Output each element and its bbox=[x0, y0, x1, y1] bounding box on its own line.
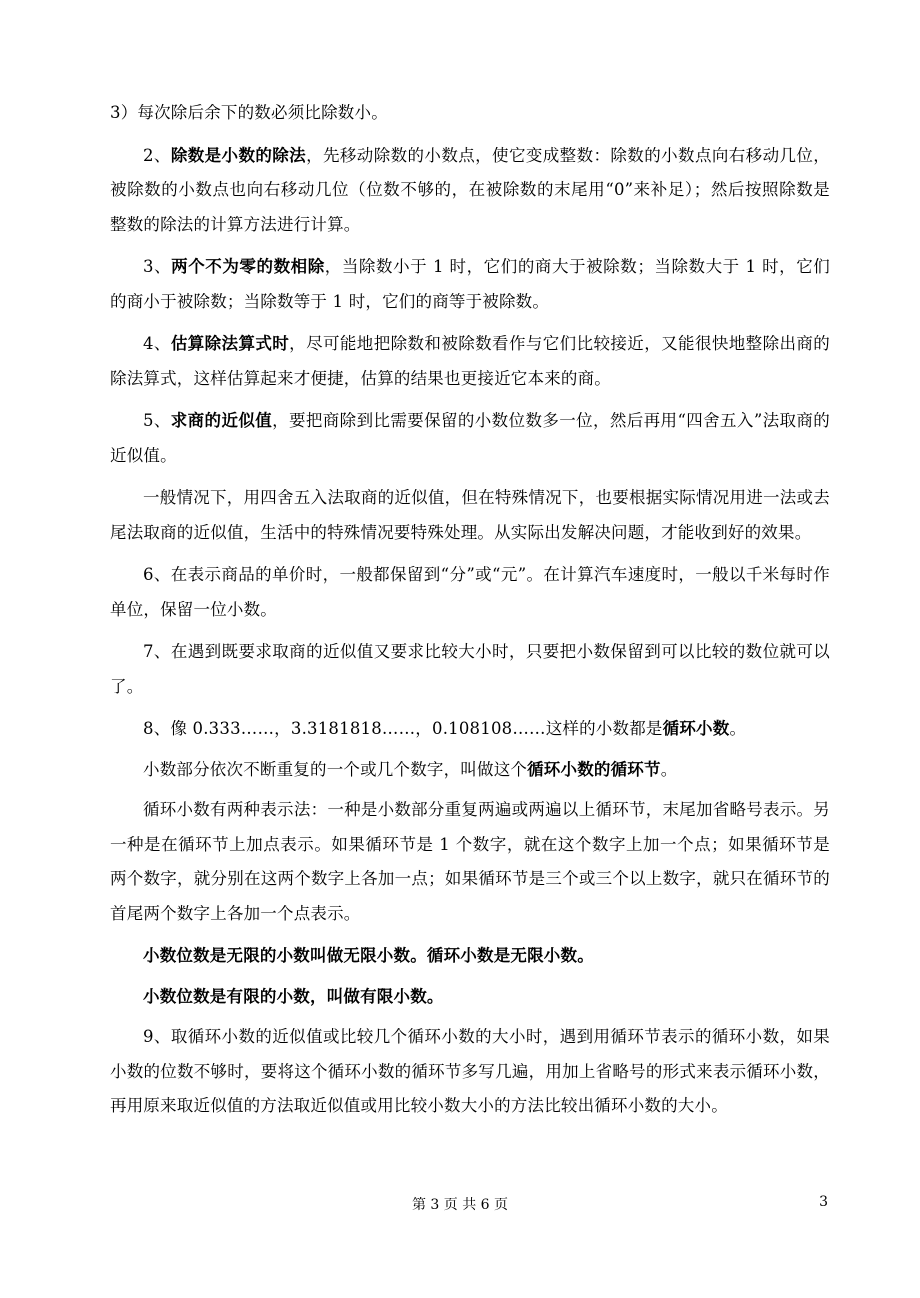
paragraph-text: 6、在表示商品的单价时，一般都保留到“分”或“元”。在计算汽车速度时，一般以千米每时作单位，保留一位小数。 bbox=[110, 565, 830, 619]
paragraph-item-3 bbox=[110, 250, 830, 319]
bold-term: 循环小数 bbox=[662, 719, 730, 738]
item-heading: 求商的近似值 bbox=[170, 411, 273, 430]
item-number: 3、 bbox=[143, 257, 172, 276]
paragraph-item-9 bbox=[110, 1020, 830, 1124]
paragraph-item-8 bbox=[110, 712, 830, 747]
item-heading: 除数是小数的除法 bbox=[170, 145, 307, 165]
paragraph-text: 7、在遇到既要求取商的近似值又要求比较大小时，只要把小数保留到可以比较的数位就可以了。 bbox=[110, 642, 830, 696]
bold-statement: 小数位数是有限的小数，叫做有限小数。 bbox=[143, 986, 444, 1006]
paragraph-item-5 bbox=[110, 404, 830, 473]
paragraph-text: ，先移动除数的小数点，使它变成整数：除数的小数点向右移动几位，被除数的小数点也向右移动几位（位数不够的，在被除数的末尾用“0”来补足）；然后按照除数是整数的除法的计算方法进行计算。 bbox=[110, 145, 830, 234]
item-heading: 两个不为零的数相除 bbox=[171, 257, 325, 276]
paragraph-item-6 bbox=[110, 558, 830, 627]
paragraph-text: 小数部分依次不断重复的一个或几个数字，叫做这个 bbox=[143, 759, 528, 779]
paragraph-infinite-decimal bbox=[110, 939, 830, 974]
paragraph-text: 3）每次除后余下的数必须比除数小。 bbox=[110, 103, 388, 122]
paragraph-text: 一般情况下，用四舍五入法取商的近似值，但在特殊情况下，也要根据实际情况用进一法或去尾法取商的近似值，生活中的特殊情况要特殊处理。从实际出发解决问题，才能收到好的效果。 bbox=[110, 488, 830, 542]
page-info: 第 3 页 共 6 页 bbox=[411, 1197, 509, 1213]
bold-term: 循环小数的循环节 bbox=[527, 759, 661, 779]
item-heading: 估算除法算式时 bbox=[170, 334, 290, 353]
paragraph-item-7 bbox=[110, 635, 830, 704]
paragraph-text: 循环小数有两种表示法：一种是小数部分重复两遍或两遍以上循环节，末尾加省略号表示。另一种是在循环节上加点表示。如果循环节是 1 个数字，就在这个数字上加一个点；如果循环节是两个数字，就分别在这两个数字上各加一点；如果循环节是三个或三个以上数字，就只在循环节的首尾两个数字上各加一个点表示。 bbox=[110, 800, 830, 923]
paragraph-text: ，尽可能地把除数和被除数看作与它们比较接近，又能很快地整除出商的除法算式，这样估算起来才便捷，估算的结果也更接近它本来的商。 bbox=[110, 334, 830, 388]
item-number: 5、 bbox=[143, 411, 171, 430]
item-number: 2、 bbox=[143, 145, 171, 165]
paragraph-repetend-definition bbox=[110, 753, 830, 788]
paragraph-text: 9、取循环小数的近似值或比较几个循环小数的大小时，遇到用循环节表示的循环小数，如果小数的位数不够时，要将这个循环小数的循环节多写几遍，用加上省略号的形式来表示循环小数，再用原来取近似值的方法取近似值或用比较小数大小的方法比较出循环小数的大小。 bbox=[110, 1027, 830, 1115]
paragraph-text: ，当除数小于 1 时，它们的商大于被除数；当除数大于 1 时，它们的商小于被除数；当除数等于 1 时，它们的商等于被除数。 bbox=[110, 257, 830, 311]
page-content bbox=[110, 96, 830, 1132]
paragraph-item-2 bbox=[110, 139, 830, 243]
paragraph-text: 。 bbox=[729, 719, 747, 738]
page-number: 3 bbox=[819, 1194, 828, 1210]
paragraph-item-4 bbox=[110, 327, 830, 396]
paragraph-rule-3 bbox=[110, 96, 830, 131]
bold-statement: 小数位数是无限的小数叫做无限小数。循环小数是无限小数。 bbox=[143, 946, 594, 965]
paragraph-text: 。 bbox=[660, 759, 678, 779]
item-number: 4、 bbox=[143, 334, 171, 353]
paragraph-text: 8、像 0.333……，3.3181818……，0.108108……这样的小数都是 bbox=[143, 719, 663, 738]
paragraph-finite-decimal bbox=[110, 980, 830, 1015]
paragraph-notation bbox=[110, 793, 830, 931]
paragraph-text: ，要把商除到比需要保留的小数位数多一位，然后再用“四舍五入”法取商的近似值。 bbox=[110, 411, 831, 465]
paragraph-rounding-note bbox=[110, 481, 830, 550]
